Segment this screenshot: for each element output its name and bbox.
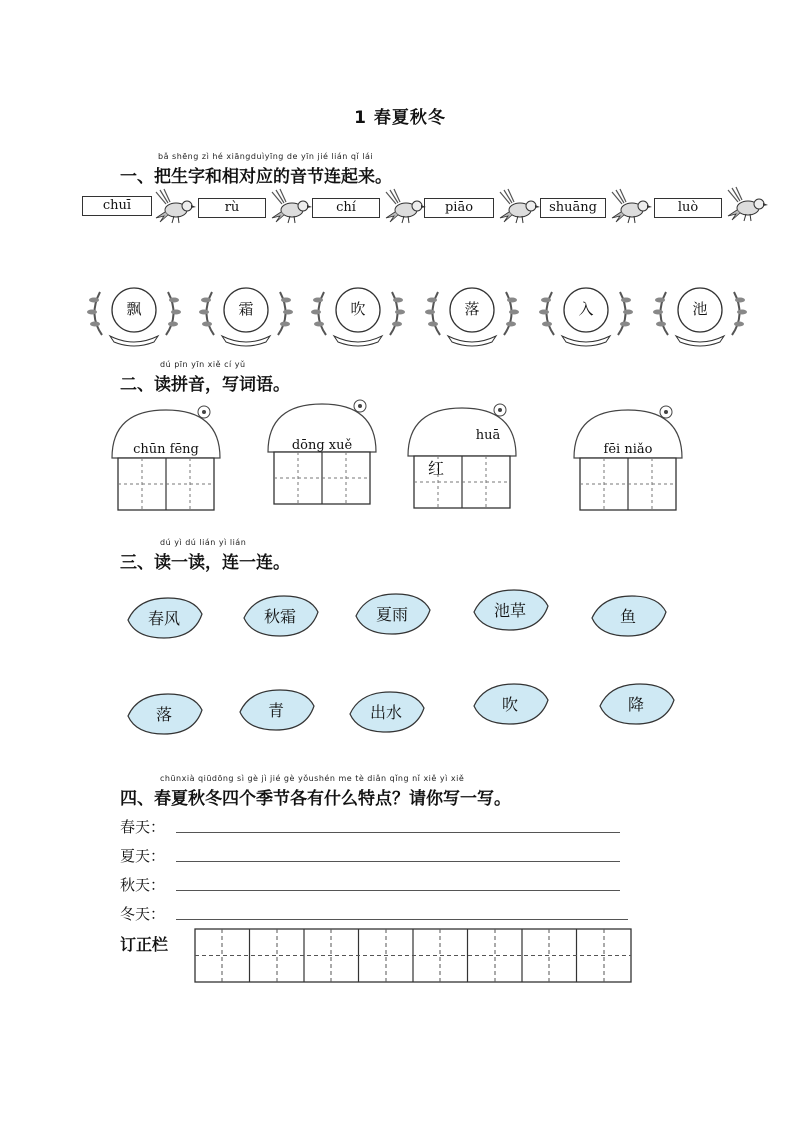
bird-icon <box>494 186 540 226</box>
leaf-word-card[interactable] <box>240 592 320 640</box>
spring-label: 春天： <box>120 818 166 836</box>
section1-ruby: bǎ shēng zì hé xiāngduìyīng de yīn jié lián qǐ lái <box>158 152 374 161</box>
winter-label: 冬天： <box>120 905 166 923</box>
section4-ruby: chūnxià qiūdōng sì gè jì jié gè yǒushén me tè diǎn qǐng nǐ xiě yì xiě <box>160 774 465 783</box>
summer-label: 夏天： <box>120 847 166 865</box>
wreath-card[interactable] <box>84 280 184 350</box>
house-frame <box>404 396 520 514</box>
wreath-character: 吹 <box>350 300 366 318</box>
section3-ruby: dú yì dú lián yì lián <box>160 538 247 547</box>
bird-icon <box>150 186 196 226</box>
wreath-card[interactable] <box>650 280 750 350</box>
syllable-box[interactable]: chuī <box>82 196 152 216</box>
house-pinyin: huā <box>475 428 501 443</box>
house-pinyin: dōng xuě <box>291 438 353 453</box>
wreath-character: 霜 <box>238 300 254 318</box>
bird-icon <box>722 184 768 224</box>
autumn-label: 秋天： <box>120 876 166 894</box>
wreath-card[interactable] <box>536 280 636 350</box>
leaf-word-card[interactable] <box>124 594 204 642</box>
leaf-word-card[interactable] <box>124 690 204 738</box>
correction-grid[interactable] <box>194 928 634 984</box>
wreath-card[interactable] <box>422 280 522 350</box>
section3-heading: 三、读一读，连一连。 <box>120 553 290 573</box>
leaf-word: 青 <box>267 701 284 720</box>
bird-icon <box>606 186 652 226</box>
correction-label: 订正栏 <box>120 935 169 954</box>
spring-answer-line[interactable] <box>176 832 620 833</box>
syllable-box[interactable]: shuāng <box>540 198 606 218</box>
section2-ruby: dú pīn yīn xiě cí yǔ <box>160 360 246 369</box>
section1-heading: 一、把生字和相对应的音节连起来。 <box>120 167 392 187</box>
leaf-word-card[interactable] <box>352 590 432 638</box>
leaf-word: 吹 <box>501 695 518 714</box>
house-prefilled-char: 红 <box>428 459 445 478</box>
wreath-character: 入 <box>578 300 594 318</box>
word-house[interactable] <box>108 398 224 516</box>
leaf-word-card[interactable] <box>596 680 676 728</box>
bird-icon <box>380 186 426 226</box>
winter-answer-line[interactable] <box>176 919 628 920</box>
leaf-word: 落 <box>155 705 172 724</box>
wreath-card[interactable] <box>196 280 296 350</box>
summer-answer-line[interactable] <box>176 861 620 862</box>
house-frame <box>570 398 686 516</box>
leaf-word: 秋霜 <box>263 607 296 626</box>
autumn-answer-line[interactable] <box>176 890 620 891</box>
wreath-character: 池 <box>692 300 708 318</box>
leaf-word: 池草 <box>493 601 526 620</box>
leaf-word-card[interactable] <box>236 686 316 734</box>
word-house[interactable] <box>264 392 380 510</box>
section4-heading: 四、春夏秋冬四个季节各有什么特点？请你写一写。 <box>120 789 511 809</box>
word-house[interactable] <box>570 398 686 516</box>
page-title: 1 春夏秋冬 <box>354 108 446 128</box>
leaf-word: 夏雨 <box>375 605 408 624</box>
leaf-word-card[interactable] <box>346 688 426 736</box>
word-house[interactable] <box>404 396 520 514</box>
syllable-box[interactable]: piāo <box>424 198 494 218</box>
leaf-word: 降 <box>627 695 644 714</box>
leaf-word: 出水 <box>369 703 402 722</box>
leaf-word: 鱼 <box>619 607 636 626</box>
leaf-word-card[interactable] <box>588 592 668 640</box>
bird-icon <box>266 186 312 226</box>
leaf-word-card[interactable] <box>470 680 550 728</box>
wreath-character: 飘 <box>126 300 142 318</box>
wreath-character: 落 <box>464 300 480 318</box>
leaf-word: 春风 <box>147 609 180 628</box>
leaf-word-card[interactable] <box>470 586 550 634</box>
syllable-box[interactable]: luò <box>654 198 722 218</box>
house-pinyin: chūn fēng <box>133 442 199 457</box>
house-pinyin: fēi niǎo <box>603 442 653 457</box>
wreath-card[interactable] <box>308 280 408 350</box>
section2-heading: 二、读拼音，写词语。 <box>120 375 290 395</box>
house-frame <box>108 398 224 516</box>
syllable-box[interactable]: rù <box>198 198 266 218</box>
syllable-box[interactable]: chí <box>312 198 380 218</box>
